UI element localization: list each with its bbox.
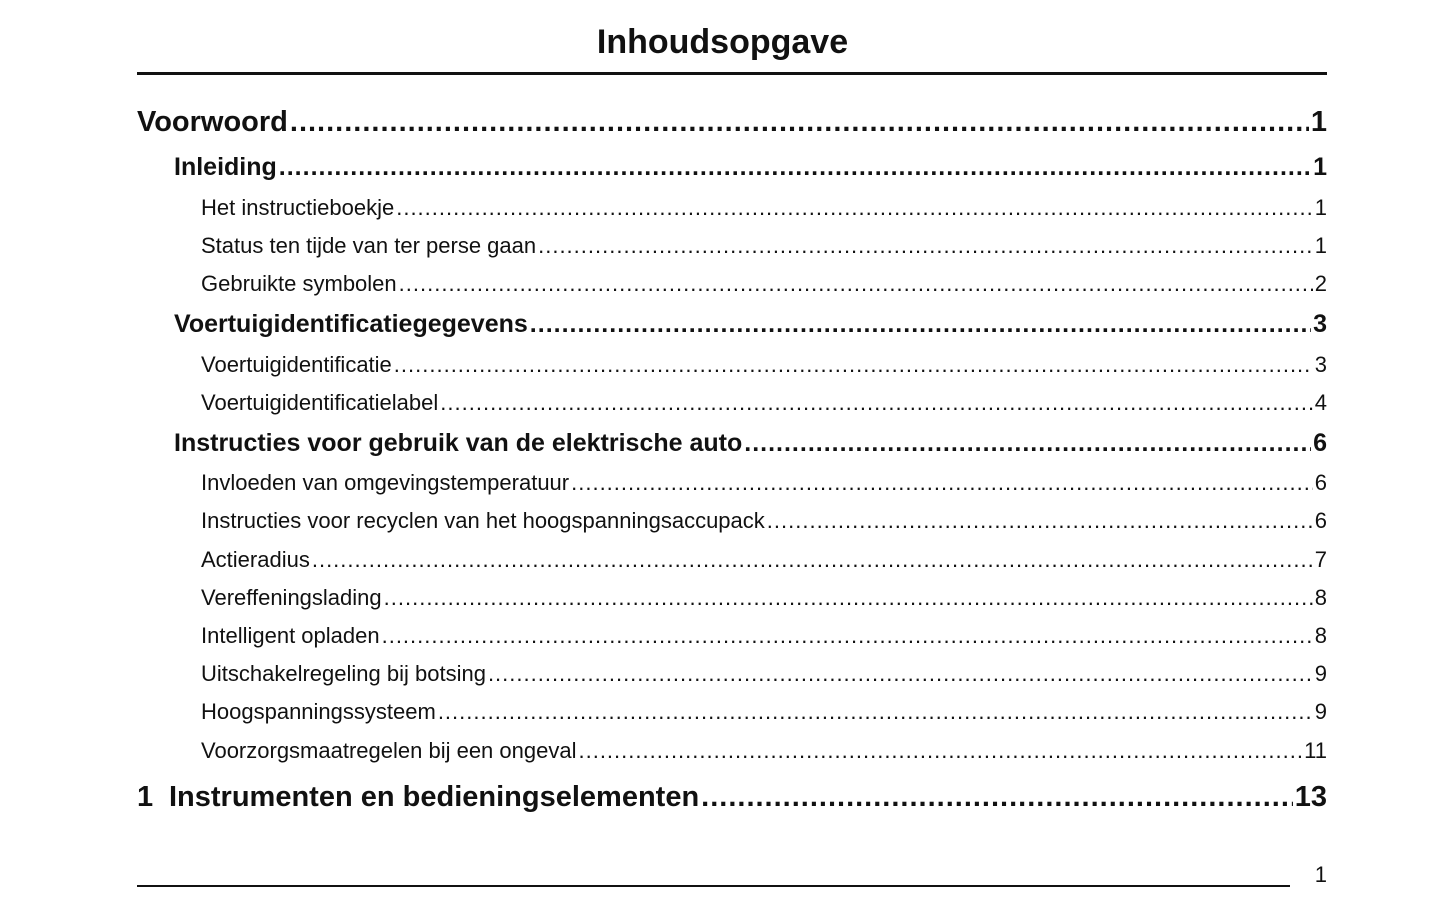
toc-entry-chapter-1[interactable]	[137, 781, 1327, 814]
toc-entry-vereffeningslading[interactable]	[201, 585, 1327, 611]
dot-leader	[312, 547, 1313, 573]
toc-entry-label: Het instructieboekje	[201, 195, 395, 220]
toc-entry-page: 13	[1294, 781, 1327, 813]
footer-rule	[137, 885, 1290, 887]
dot-leader	[538, 233, 1313, 259]
toc-entry-page: 9	[1314, 699, 1327, 724]
toc-entry-voorzorgsmaatregelen[interactable]	[201, 738, 1327, 764]
toc-entry-label	[137, 781, 699, 814]
toc-entry-label: Voorzorgsmaatregelen bij een ongeval	[201, 738, 577, 763]
chapter-title: Instrumenten en bedieningselementen	[169, 781, 700, 813]
toc-entry-page: 11	[1304, 738, 1327, 763]
dot-leader	[488, 661, 1313, 687]
dot-leader	[290, 106, 1309, 139]
toc-entry-status[interactable]	[201, 233, 1327, 259]
dot-leader	[530, 310, 1311, 339]
dot-leader	[767, 508, 1313, 534]
toc-entry-uitschakelregeling[interactable]	[201, 661, 1327, 687]
dot-leader	[382, 623, 1313, 649]
toc-entry-page: 3	[1314, 352, 1327, 377]
toc-entry-voertuigidentificatie[interactable]	[201, 352, 1327, 378]
toc-entry-page: 6	[1314, 470, 1327, 495]
dot-leader	[438, 699, 1313, 725]
page-title: Inhoudsopgave	[596, 23, 849, 61]
toc-entry-label: Gebruikte symbolen	[201, 271, 397, 296]
toc-entry-page: 9	[1314, 661, 1327, 686]
toc-entry-label: Status ten tijde van ter perse gaan	[201, 233, 537, 258]
dot-leader	[578, 738, 1302, 764]
toc-entry-page: 3	[1313, 310, 1327, 338]
toc-entry-omgevingstemperatuur[interactable]	[201, 470, 1327, 496]
dot-leader	[394, 352, 1313, 378]
dot-leader	[384, 585, 1313, 611]
toc-entry-label: Instructies voor recyclen van het hoogspanningsaccupack	[201, 508, 765, 533]
toc-entry-inleiding[interactable]	[174, 153, 1327, 182]
toc-entry-page: 8	[1314, 623, 1327, 648]
toc-entry-label: Voertuigidentificatiegegevens	[174, 310, 528, 338]
toc-entry-page: 2	[1314, 271, 1327, 296]
toc-entry-page: 8	[1314, 585, 1327, 610]
toc-entry-label: Uitschakelregeling bij botsing	[201, 661, 486, 686]
dot-leader	[744, 429, 1311, 458]
toc-entry-label: Voorwoord	[137, 106, 288, 138]
dot-leader	[701, 781, 1293, 814]
toc-entry-intelligent-opladen[interactable]	[201, 623, 1327, 649]
toc-entry-recyclen-accupack[interactable]	[201, 508, 1327, 534]
toc-entry-page: 1	[1313, 153, 1327, 181]
toc-entry-voertuigidentificatiegegevens[interactable]	[174, 310, 1327, 339]
toc-entry-instructies-elektrische-auto[interactable]	[174, 429, 1327, 458]
toc-entry-hoogspanningssysteem[interactable]	[201, 699, 1327, 725]
toc-entry-label: Voertuigidentificatie	[201, 352, 392, 377]
toc-entry-gebruikte-symbolen[interactable]	[201, 271, 1327, 297]
toc-entry-page: 7	[1314, 547, 1327, 572]
chapter-number: 1	[137, 781, 154, 813]
toc-entry-het-instructieboekje[interactable]	[201, 195, 1327, 221]
toc-entry-page: 6	[1313, 429, 1327, 457]
toc-entry-label: Intelligent opladen	[201, 623, 380, 648]
toc-entry-page: 1	[1310, 106, 1327, 138]
toc-entry-voorwoord[interactable]	[137, 106, 1327, 139]
toc-entry-actieradius[interactable]	[201, 547, 1327, 573]
dot-leader	[396, 195, 1313, 221]
toc-entry-voertuigidentificatielabel[interactable]	[201, 390, 1327, 416]
toc-entry-label: Actieradius	[201, 547, 310, 572]
title-rule	[137, 72, 1327, 75]
dot-leader	[440, 390, 1312, 416]
toc-entry-page: 6	[1314, 508, 1327, 533]
toc-entry-label: Invloeden van omgevingstemperatuur	[201, 470, 570, 495]
dot-leader	[571, 470, 1313, 496]
toc-entry-page: 1	[1314, 233, 1327, 258]
toc-entry-label: Inleiding	[174, 153, 277, 181]
toc-entry-page: 1	[1314, 195, 1327, 220]
toc-entry-label: Voertuigidentificatielabel	[201, 390, 439, 415]
toc-entry-label: Hoogspanningssysteem	[201, 699, 436, 724]
toc-entry-label: Vereffeningslading	[201, 585, 382, 610]
footer-page-number: 1	[1314, 862, 1327, 887]
dot-leader	[279, 153, 1311, 182]
toc-entry-label: Instructies voor gebruik van de elektrische auto	[174, 429, 743, 457]
toc-entry-page: 4	[1314, 390, 1327, 415]
dot-leader	[399, 271, 1313, 297]
